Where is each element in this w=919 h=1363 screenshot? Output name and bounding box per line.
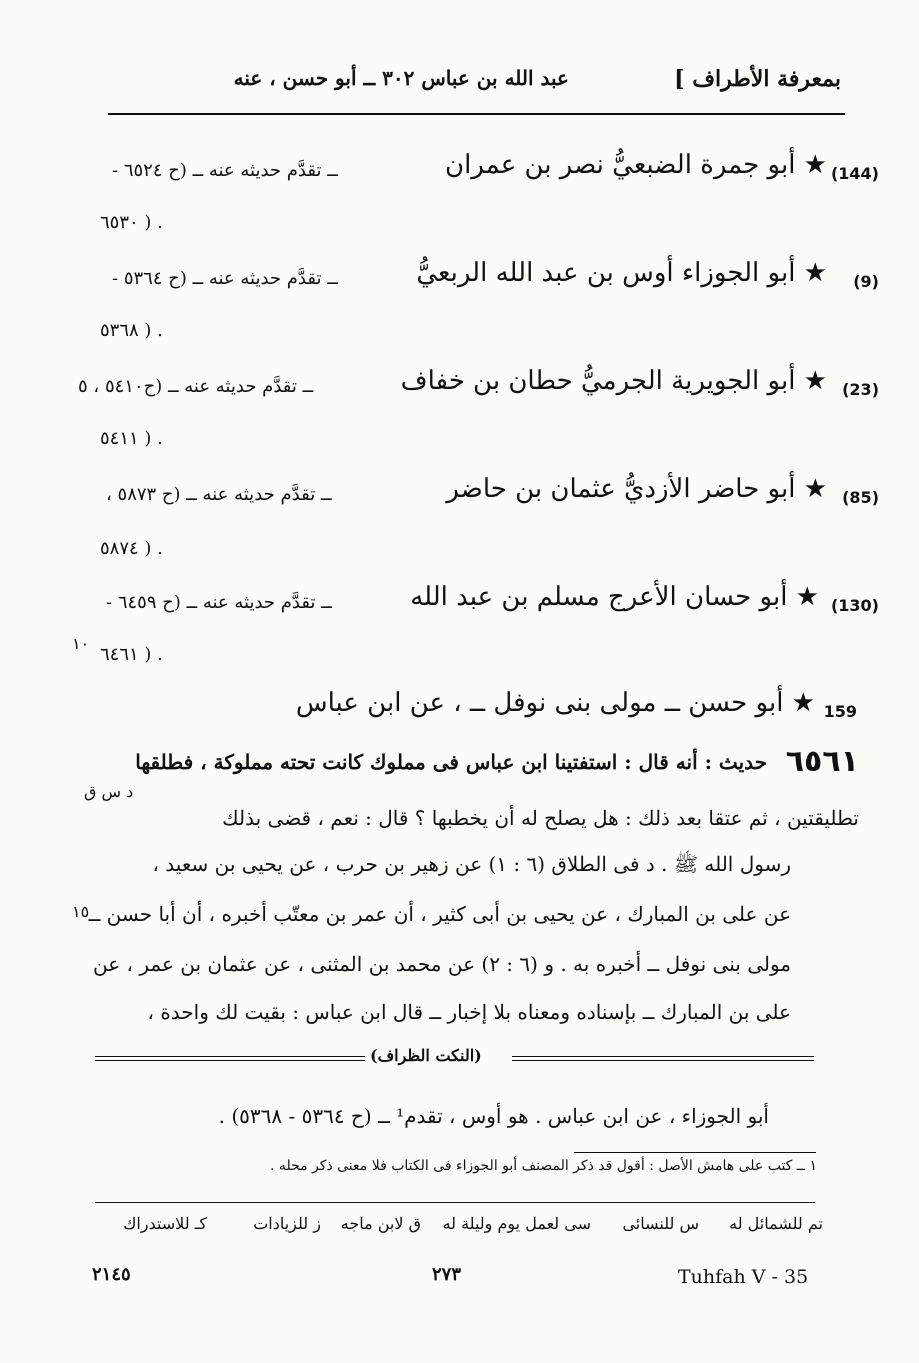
nukat-text: أبو الجوزاء ، عن ابن عباس . هو أوس ، تقدم¹ ــ (ح ٥٣٦٤ - ٥٣٦٨) .: [218, 1104, 769, 1128]
hadith-line: تطليقتين ، ثم عتقا بعد ذلك : هل يصلح له أن يخطبها ؟ قال : نعم ، قضى بذلك: [222, 806, 859, 830]
footer-hadith-count: ٢١٤٥: [92, 1264, 131, 1285]
nukat-label: (النكت الظراف): [370, 1046, 482, 1065]
hadith-line: عن على بن المبارك ، عن يحيى بن أبى كثير ، أن عمر بن معتّب أخبره ، أن أبا حسن ــ: [88, 902, 791, 926]
section-number: 159: [823, 702, 857, 721]
abbreviation-item: ز للزيادات: [253, 1214, 321, 1233]
entry-2: [100, 258, 879, 298]
entry-reference: ــ تقدَّم حديثه عنه ــ (ح ٥٨٧٣ ،: [106, 484, 332, 505]
entry-4: [100, 474, 879, 514]
header-center-title: عبد الله بن عباس ٣٠٢ ــ أبو حسن ، عنه: [233, 66, 569, 90]
section-heading: [295, 688, 857, 728]
entry-number: (85): [842, 488, 879, 507]
nukat-divider-line: [95, 1056, 365, 1061]
entry-3-continuation: ٥٤١١ ) .: [100, 428, 163, 449]
hadith-number: ٦٥٦١: [785, 744, 859, 779]
margin-line-number: ١٠: [72, 634, 90, 653]
nukat-divider-line: [512, 1056, 814, 1061]
entry-5-continuation: ٦٤٦١ ) .: [100, 644, 163, 665]
hadith-line: مولى بنى نوفل ــ أخبره به . و (٦ : ٢) عن محمد بن المثنى ، عن عثمان بن عمر ، عن: [93, 952, 791, 976]
hadith-line: على بن المبارك ــ بإسناده ومعناه بلا إخبار ــ قال ابن عباس : بقيت لك واحدة ،: [147, 1000, 791, 1024]
entry-number: (9): [853, 272, 879, 291]
entry-1-continuation: ٦٥٣٠ ) .: [100, 212, 163, 233]
entry-number: (130): [830, 596, 879, 615]
header-rule: [108, 113, 845, 115]
footnote: ١ ــ كتب على هامش الأصل : أقول قد ذكر المصنف أبو الجوزاء فى الكتاب فلا معنى ذكر محله .: [270, 1158, 817, 1174]
abbreviations-rule: [95, 1202, 815, 1203]
abbreviation-item: سى لعمل يوم وليلة له: [442, 1214, 591, 1233]
footer-volume-label: Tuhfah V - 35: [678, 1266, 809, 1288]
entry-3: [70, 366, 879, 406]
entry-name: ★ أبو حاضر الأزديُّ عثمان بن حاضر: [446, 474, 827, 504]
hadith-line: حديث : أنه قال : استفتينا ابن عباس فى مملوك كانت تحته مملوكة ، فطلقها: [135, 750, 767, 774]
entry-reference: ــ تقدَّم حديثه عنه ــ (ح ٦٥٢٤ -: [112, 160, 338, 181]
abbreviation-item: كـ للاستدراك: [123, 1214, 207, 1233]
abbreviation-item: تم للشمائل له: [729, 1214, 823, 1233]
section-title: ★ أبو حسن ــ مولى بنى نوفل ــ ، عن ابن عباس: [295, 688, 815, 718]
footnote-rule: [574, 1152, 816, 1153]
entry-reference: ــ تقدَّم حديثه عنه ــ (ح٥٤١٠ ، ٥: [78, 376, 314, 397]
abbreviation-item: ق لابن ماجه: [340, 1214, 421, 1233]
footer-page-number: ٢٧٣: [432, 1264, 462, 1285]
entry-name: ★ أبو جمرة الضبعيُّ نصر بن عمران: [445, 150, 827, 180]
entry-1: [100, 150, 879, 190]
entry-name: ★ أبو الجويرية الجرميُّ حطان بن خفاف: [400, 366, 827, 396]
header-right-title: بمعرفة الأطراف ]: [674, 66, 841, 92]
hadith-line: رسول الله ﷺ . د فى الطلاق (٦ : ١) عن زهير بن حرب ، عن يحيى بن سعيد ،: [152, 852, 791, 876]
margin-line-number: ١٥: [72, 902, 90, 921]
abbreviation-item: س للنسائى: [622, 1214, 699, 1233]
entry-number: (23): [842, 380, 879, 399]
entry-2-continuation: ٥٣٦٨ ) .: [100, 320, 163, 341]
entry-4-continuation: ٥٨٧٤ ) .: [100, 538, 163, 559]
entry-reference: ــ تقدَّم حديثه عنه ــ (ح ٥٣٦٤ -: [112, 268, 338, 289]
entry-name: ★ أبو الجوزاء أوس بن عبد الله الربعيُّ: [416, 258, 827, 288]
hadith-side-note: د س ق: [84, 782, 134, 801]
entry-reference: ــ تقدَّم حديثه عنه ــ (ح ٦٤٥٩ -: [106, 592, 332, 613]
entry-number: (144): [830, 164, 879, 183]
entry-5: [100, 582, 879, 622]
entry-name: ★ أبو حسان الأعرج مسلم بن عبد الله: [410, 582, 819, 612]
